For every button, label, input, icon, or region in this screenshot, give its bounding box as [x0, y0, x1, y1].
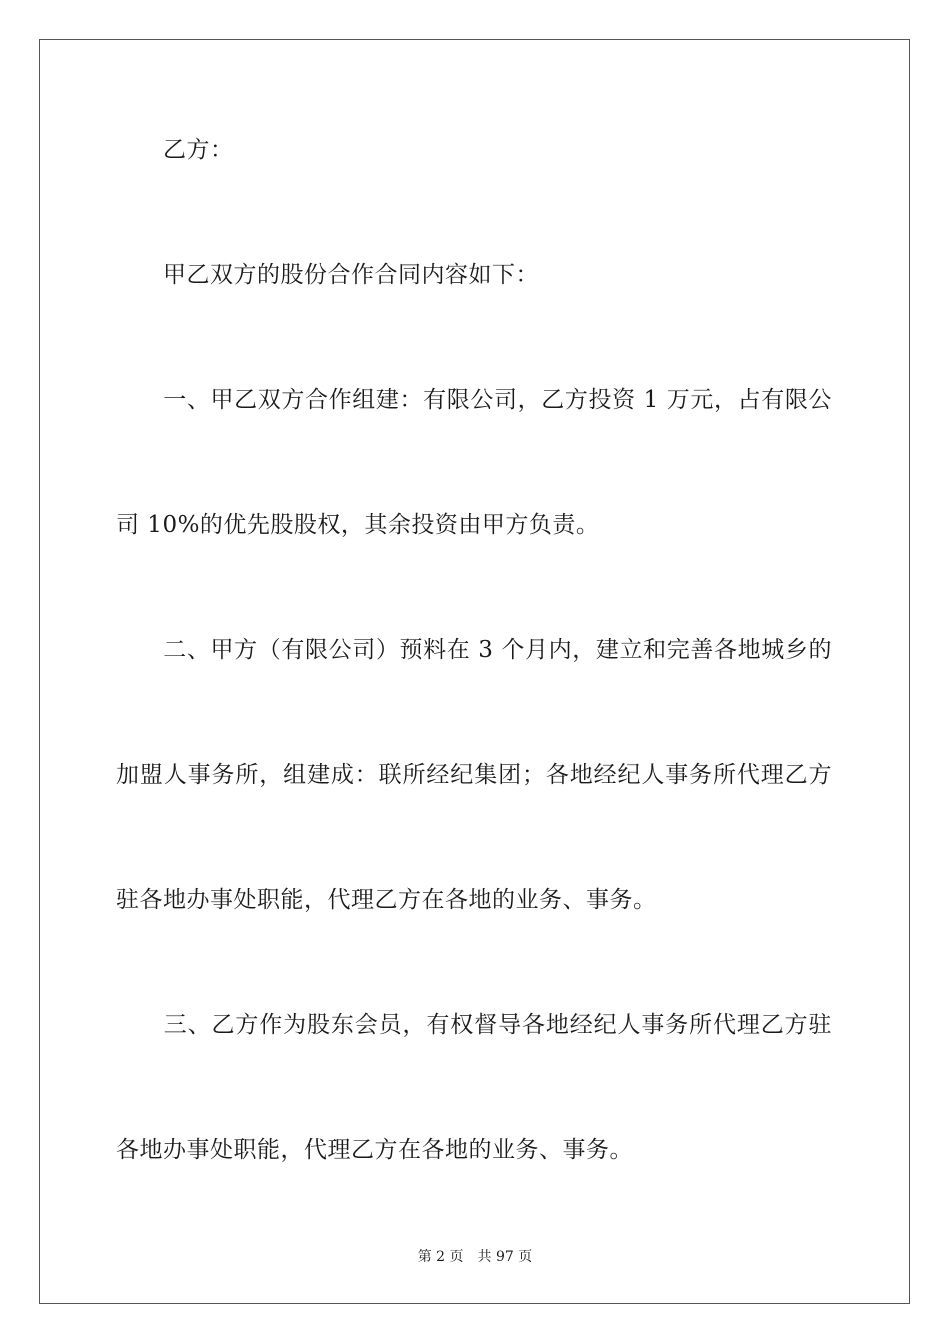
text-line-clause-1b: 司 10%的优先股股权，其余投资由甲方负责。	[116, 512, 600, 538]
text-line-clause-2c: 驻各地办事处职能，代理乙方在各地的业务、事务。	[116, 887, 657, 913]
text-line-clause-2a: 二、甲方（有限公司）预料在 3 个月内，建立和完善各地城乡的	[116, 637, 832, 663]
text-line-party-b: 乙方：	[116, 137, 234, 163]
text-line-clause-1a: 一、甲乙双方合作组建：有限公司，乙方投资 1 万元，占有限公	[116, 387, 832, 413]
text-line-intro: 甲乙双方的股份合作合同内容如下：	[116, 262, 539, 288]
text-line-clause-2b: 加盟人事务所，组建成：联所经纪集团；各地经纪人事务所代理乙方	[116, 762, 832, 788]
page-border	[39, 39, 910, 1304]
page-number-footer: 第 2 页 共 97 页	[417, 1249, 533, 1265]
text-line-clause-3b: 各地办事处职能，代理乙方在各地的业务、事务。	[116, 1137, 633, 1163]
text-line-clause-3a: 三、乙方作为股东会员，有权督导各地经纪人事务所代理乙方驻	[116, 1012, 832, 1038]
